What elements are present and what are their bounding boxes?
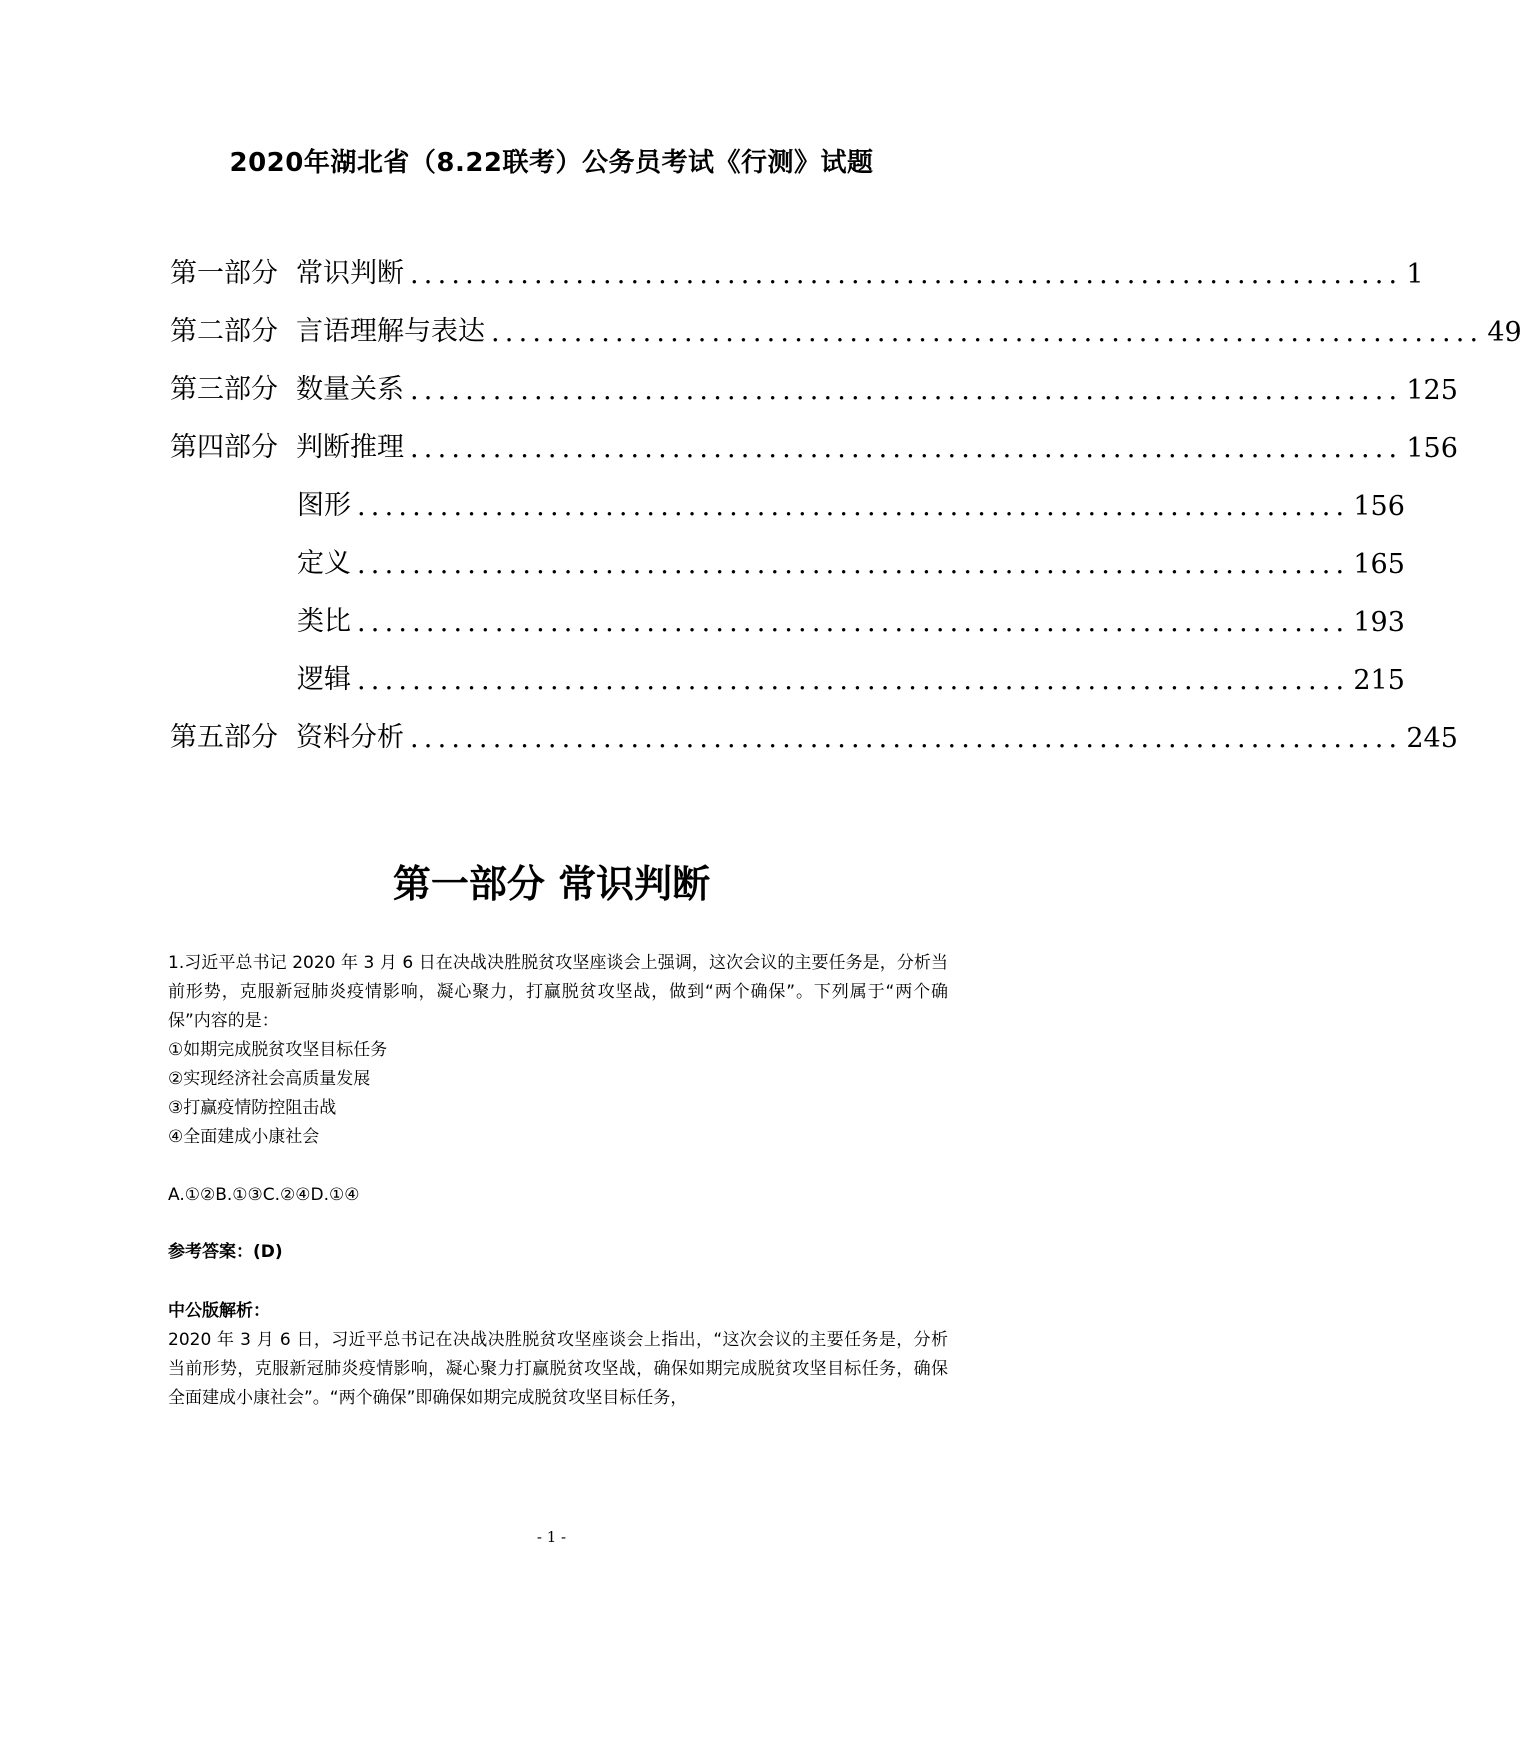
toc-label: 常识判断 [296,258,404,289]
toc-subentry[interactable] [297,536,1405,580]
toc-page-number: 215 [1353,665,1405,696]
toc-page-number: 156 [1406,433,1458,464]
toc-leader: ........................................................................ [357,665,1350,696]
toc-entry[interactable] [170,246,1424,290]
analysis-label: 中公版解析： [168,1301,270,1321]
toc-page-number: 165 [1353,549,1405,580]
toc-entry[interactable] [170,362,1458,406]
toc-page-number: 245 [1406,723,1458,754]
question-item: ③打赢疫情防控阻击战 [168,1098,337,1118]
toc-leader: ........................................................................ [410,259,1403,290]
question-item: ①如期完成脱贫攻坚目标任务 [168,1040,388,1060]
toc-label: 逻辑 [297,664,351,695]
toc-leader: ........................................................................ [410,375,1403,406]
toc-label: 类比 [297,606,351,637]
question-item: ④全面建成小康社会 [168,1127,320,1147]
toc-label: 图形 [297,490,351,521]
document-title: 2020年湖北省（8.22联考）公务员考试《行测》试题 [229,148,874,178]
toc-entry[interactable] [170,304,1522,348]
answer-label: 参考答案：(D) [168,1242,283,1262]
toc-leader: ........................................................................ [410,723,1403,754]
toc-leader: ........................................................................ [357,491,1350,522]
toc-label: 定义 [297,548,351,579]
toc-leader: ........................................................................ [357,607,1350,638]
answer-options: A.①②B.①③C.②④D.①④ [168,1185,360,1205]
toc-entry[interactable] [170,420,1458,464]
toc-page-number: 1 [1406,259,1424,290]
analysis-text: 2020 年 3 月 6 日，习近平总书记在决战决胜脱贫攻坚座谈会上指出，“这次会议的主要任务是，分析当前形势，克服新冠肺炎疫情影响，凝心聚力打赢脱贫攻坚战，确保如期完成脱贫攻坚目标任务，确保全面建成小康社会”。“两个确保”即确保如期完成脱贫攻坚目标任务， [168,1330,948,1408]
toc-page-number: 49 [1487,317,1522,348]
toc-label: 资料分析 [296,722,404,753]
section-heading: 第一部分 常识判断 [392,862,711,906]
toc-entry[interactable] [170,710,1458,754]
toc-subentry[interactable] [297,478,1405,522]
toc-part: 第一部分 [170,258,278,289]
toc-page-number: 125 [1406,375,1458,406]
toc-leader: ........................................................................ [410,433,1403,464]
question-block [168,949,948,1152]
toc-leader: ........................................................................ [491,317,1484,348]
toc-label: 数量关系 [296,374,404,405]
toc-subentry[interactable] [297,594,1405,638]
toc-part: 第五部分 [170,722,278,753]
toc-leader: ........................................................................ [357,549,1350,580]
toc-part: 第三部分 [170,374,278,405]
toc-part: 第四部分 [170,432,278,463]
toc-label: 言语理解与表达 [296,316,485,347]
question-item: ②实现经济社会高质量发展 [168,1069,371,1089]
toc-label: 判断推理 [296,432,404,463]
analysis-block [168,1297,948,1413]
toc-part: 第二部分 [170,316,278,347]
page-number: - 1 - [536,1528,567,1546]
toc-page-number: 156 [1353,491,1405,522]
toc-page-number: 193 [1353,607,1405,638]
question-stem: 1.习近平总书记 2020 年 3 月 6 日在决战决胜脱贫攻坚座谈会上强调，这次会议的主要任务是，分析当前形势，克服新冠肺炎疫情影响，凝心聚力，打赢脱贫攻坚战，做到“两个确保”。下列属于“两个确保”内容的是： [168,953,948,1031]
toc-subentry[interactable] [297,652,1405,696]
